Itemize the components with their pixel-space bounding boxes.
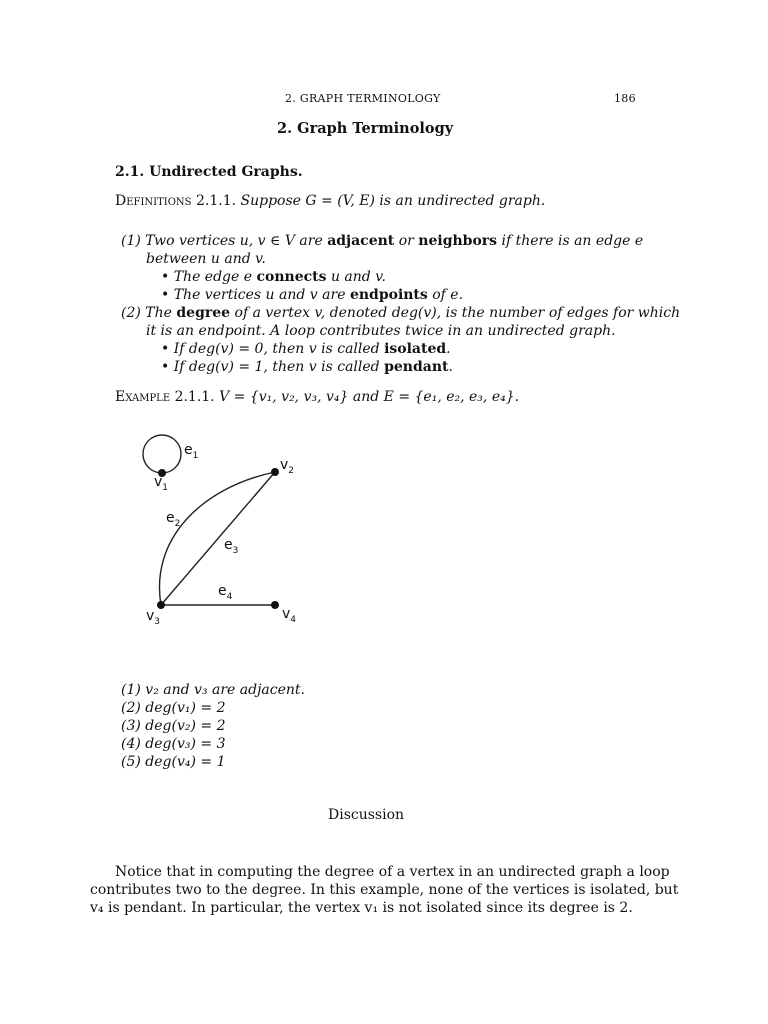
bullet-text: . <box>446 341 451 357</box>
item-text: The <box>145 305 177 321</box>
bullet-text: The vertices u and v are <box>173 287 350 303</box>
edge-label-e4: $e_4$ <box>218 583 233 602</box>
definitions-label: Definitions 2.1.1. <box>115 193 237 209</box>
vertex-v2 <box>271 468 279 476</box>
edge-label-e2: $e_2$ <box>166 510 181 529</box>
edge-label-e3: $e_3$ <box>224 537 239 556</box>
bullet-text: If deg(v) = 0, then v is called <box>173 341 385 357</box>
bullet-text: The edge e <box>173 269 257 285</box>
edge-label-e1: $e_1$ <box>184 442 199 461</box>
subsection-title: 2.1. Undirected Graphs. <box>115 164 303 180</box>
vertex-label-v2: $v_2$ <box>280 457 295 476</box>
term-degree: degree <box>176 305 231 321</box>
item-text: or <box>394 233 419 249</box>
result-item-5: (5) deg(v₄) = 1 <box>121 754 226 770</box>
running-title: 2. GRAPH TERMINOLOGY <box>285 92 441 105</box>
edge-e1-loop <box>143 435 181 473</box>
discussion-line-1: Notice that in computing the degree of a vertex in an undirected graph a loop <box>115 864 670 880</box>
item-text: Two vertices u, v ∈ V are <box>145 233 328 249</box>
vertex-v4 <box>271 601 279 609</box>
definitions-intro-text: Suppose G = (V, E) is an undirected graph. <box>240 193 546 209</box>
bullet-text: . <box>448 359 453 375</box>
discussion-line-2: contributes two to the degree. In this example, none of the vertices is isolated, but <box>90 882 679 898</box>
result-item-4: (4) deg(v₃) = 3 <box>121 736 226 752</box>
item-text: if there is an edge e <box>497 233 644 249</box>
term-adjacent: adjacent <box>327 233 395 249</box>
vertex-label-v4: $v_4$ <box>282 606 297 625</box>
bullet-text: of e. <box>427 287 464 303</box>
item-text: of a vertex v, denoted deg(v), is the number of edges for which <box>230 305 681 321</box>
example-label: Example 2.1.1. <box>115 389 215 405</box>
example-text: V = {v₁, v₂, v₃, v₄} and E = {e₁, e₂, e₃, e₄}. <box>219 389 520 405</box>
page-number: 186 <box>614 92 636 105</box>
result-item-1: (1) v₂ and v₃ are adjacent. <box>121 682 305 698</box>
vertex-label-v3: $v_3$ <box>146 608 161 627</box>
term-connects: connects <box>256 269 327 285</box>
bullet-endpoints: • The vertices u and v are endpoints of e. <box>161 287 464 303</box>
term-endpoints: endpoints <box>349 287 428 303</box>
bullet-text: u and v. <box>326 269 386 285</box>
term-isolated: isolated <box>384 341 447 357</box>
bullet-pendant: • If deg(v) = 1, then v is called pendant. <box>161 359 453 375</box>
discussion-heading: Discussion <box>328 807 405 823</box>
discussion-line-3: v₄ is pendant. In particular, the vertex v₁ is not isolated since its degree is 2. <box>90 900 633 916</box>
term-neighbors: neighbors <box>418 233 498 249</box>
definition-item-1-line-2: between u and v. <box>146 251 266 267</box>
bullet-connects: • The edge e connects u and v. <box>161 269 386 285</box>
term-pendant: pendant <box>384 359 449 375</box>
bullet-isolated: • If deg(v) = 0, then v is called isolated. <box>161 341 451 357</box>
section-title: 2. Graph Terminology <box>277 120 454 137</box>
result-item-2: (2) deg(v₁) = 2 <box>121 700 226 716</box>
bullet-text: If deg(v) = 1, then v is called <box>173 359 385 375</box>
result-item-3: (3) deg(v₂) = 2 <box>121 718 226 734</box>
vertex-label-v1: $v_1$ <box>154 474 169 493</box>
item-number: (1) <box>121 233 141 249</box>
definition-item-2-line-2: it is an endpoint. A loop contributes twice in an undirected graph. <box>146 323 616 339</box>
item-number: (2) <box>121 305 141 321</box>
